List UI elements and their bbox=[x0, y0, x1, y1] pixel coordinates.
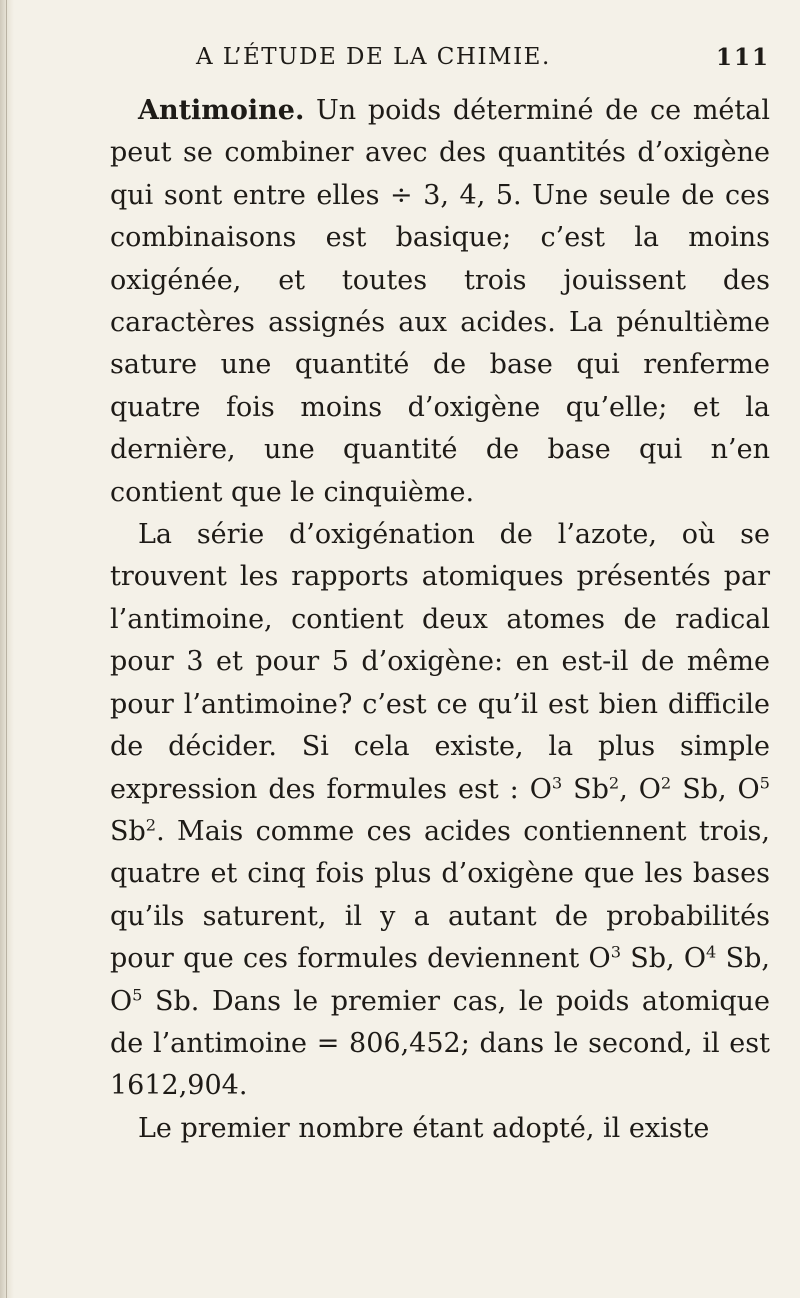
superscript: 4 bbox=[706, 942, 717, 962]
paragraph-text: Le premier nombre étant adopté, il existe bbox=[138, 1112, 710, 1144]
superscript: 5 bbox=[759, 772, 770, 792]
superscript: 5 bbox=[132, 984, 143, 1004]
superscript: 3 bbox=[551, 772, 563, 792]
paragraph-text: , O bbox=[619, 773, 661, 805]
paragraph-text: Sb, O bbox=[621, 943, 707, 975]
superscript: 2 bbox=[660, 772, 672, 792]
paragraph-text: Sb bbox=[110, 815, 146, 847]
page-binding-edge bbox=[0, 0, 14, 1298]
paragraph-text: La série d’oxigénation de l’azote, où se trouvent les rapports atomiques présentés par l’antimoine, contient deux atomes de radical pour 3 et pour 5 d’oxigène: en est-il de même pour l’antimoine? c’est ce qu’il est bien difficile de décider. Si cela existe, la plus simple expression des formules est : O bbox=[110, 519, 770, 805]
entry-term: Antimoine. bbox=[138, 95, 305, 126]
superscript: 3 bbox=[610, 942, 621, 962]
paragraph-text: Un poids déterminé de ce métal peut se combiner avec des quantités d’oxigène qui sont entre elles ÷ 3, 4, 5. Une seule de ces combinaisons est basique; c’est la moins oxigénée, et toutes trois jouissent des caractères assignés aux acides. La pénultième sature une quantité de base qui renferme quatre fois moins d’oxigène qu’elle; et la dernière, une quantité de base qui n’en contient que le cinquième. bbox=[110, 95, 770, 508]
paragraph-text: Sb, O bbox=[671, 773, 760, 805]
running-head bbox=[110, 44, 770, 78]
paragraph-text: Sb bbox=[562, 773, 609, 805]
page-number: 111 bbox=[715, 44, 770, 71]
paragraph-text: Sb. Dans le premier cas, le poids atomique de l’antimoine = 806,452; dans le second, il est 1612,904. bbox=[110, 985, 770, 1102]
running-title: A L’ÉTUDE DE LA CHIMIE. bbox=[196, 44, 551, 70]
paragraph-antimoine bbox=[110, 90, 770, 514]
paragraph-text: . Mais comme ces acides contiennent trois, quatre et cinq fois plus d’oxigène que les bases qu’ils saturent, il y a autant de probabilités pour que ces formules deviennent O bbox=[110, 815, 770, 975]
paragraph-final bbox=[110, 1108, 770, 1150]
paragraph-oxigenation bbox=[110, 514, 770, 1108]
body-text bbox=[110, 90, 770, 1150]
superscript: 2 bbox=[145, 815, 157, 835]
paragraph-text: Sb, O bbox=[110, 943, 770, 1017]
superscript: 2 bbox=[608, 772, 620, 792]
